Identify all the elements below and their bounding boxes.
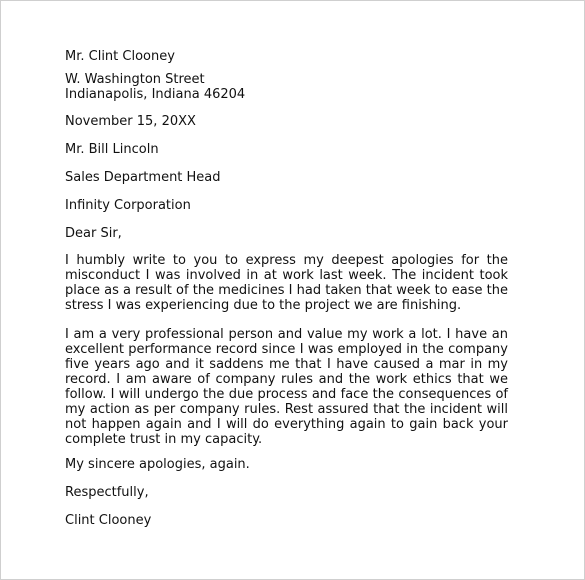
- salutation: Dear Sir,: [65, 226, 122, 241]
- letter-date: November 15, 20XX: [65, 114, 196, 129]
- signoff: Respectfully,: [65, 485, 149, 500]
- recipient-name: Mr. Bill Lincoln: [65, 142, 159, 157]
- recipient-title: Sales Department Head: [65, 170, 221, 185]
- sender-city-line: Indianapolis, Indiana 46204: [65, 87, 246, 102]
- body-paragraph-1: I humbly write to you to express my deepest apologies for the misconduct I was involved in at work last week. The incident took place as a result of the medicines I had taken that week to ease the stress I was experiencing due to the project we are finishing.: [65, 253, 508, 313]
- body-paragraph-2: I am a very professional person and value my work a lot. I have an excellent performance record since I was employed in the company five years ago and it saddens me that I have caused a mar in my record. I am aware of company rules and the work ethics that we follow. I will undergo the due process and face the consequences of my action as per company rules. Rest assured that the incident will not happen again and I will do everything again to gain back your complete trust in my capacity.: [65, 327, 508, 447]
- closing-line: My sincere apologies, again.: [65, 457, 250, 472]
- signature-name: Clint Clooney: [65, 513, 152, 528]
- sender-address: [65, 72, 508, 102]
- recipient-company: Infinity Corporation: [65, 198, 191, 213]
- sender-name: Mr. Clint Clooney: [65, 49, 175, 64]
- apology-letter: [65, 49, 508, 528]
- sender-street: W. Washington Street: [65, 72, 205, 87]
